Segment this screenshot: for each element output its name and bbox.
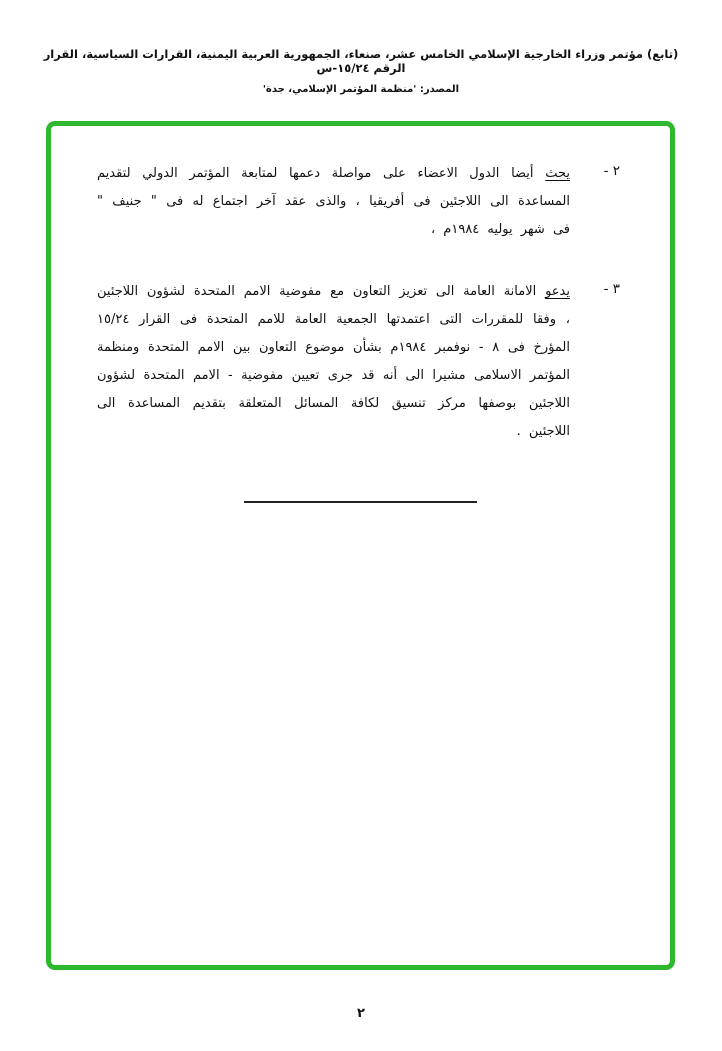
highlight-box [46,121,675,970]
paragraph-body: الامانة العامة الى تعزيز التعاون مع مفوضية الامم المتحدة لشؤون اللاجئين ، وفقا للمقررات التى اعتمدتها الجمعية العامة للامم المتحدة فى القرار ١٥/٢٤ المؤرخ فى ٨ - نوفمبر ١٩٨٤م بشأن موضوع التعاون بين الامم المتحدة ومنظمة المؤتمر الاسلامى مشيرا الى أنه قد جرى تعيين مفوضية - الامم المتحدة لشؤون اللاجئين بوصفها مركز تنسيق لكافة المسائل المتعلقة بتقديم المساعدة الى اللاجئين . [97,283,571,439]
paragraph-2 [51,160,670,244]
paragraph-3 [51,278,670,446]
section-divider [244,501,477,503]
paragraph-text [97,278,570,446]
lead-word: يدعو [545,283,570,299]
paragraph-number: ٣ - [603,280,620,297]
paragraph-text [97,160,570,244]
page-number: ٢ [357,1006,365,1021]
document-header [28,47,694,95]
header-citation: (تابع) مؤتمر وزراء الخارجية الإسلامي الخامس عشر، صنعاء، الجمهورية العربية اليمنية، القرارات السياسية، القرار الرقم ١٥/٢٤-س [43,47,679,75]
paragraph-body: أيضا الدول الاعضاء على مواصلة دعمها لمتابعة المؤتمر الدولي لتقديم المساعدة الى اللاجئين فى أفريقيا ، والذى عقد آخر اجتماع له فى " جنيف " فى شهر يوليه ١٩٨٤م ، [97,166,570,237]
lead-word: يحث [545,166,570,181]
header-source: المصدر: 'منظمة المؤتمر الإسلامي، جدة' [262,84,460,95]
paragraph-number: ٢ - [603,163,620,179]
